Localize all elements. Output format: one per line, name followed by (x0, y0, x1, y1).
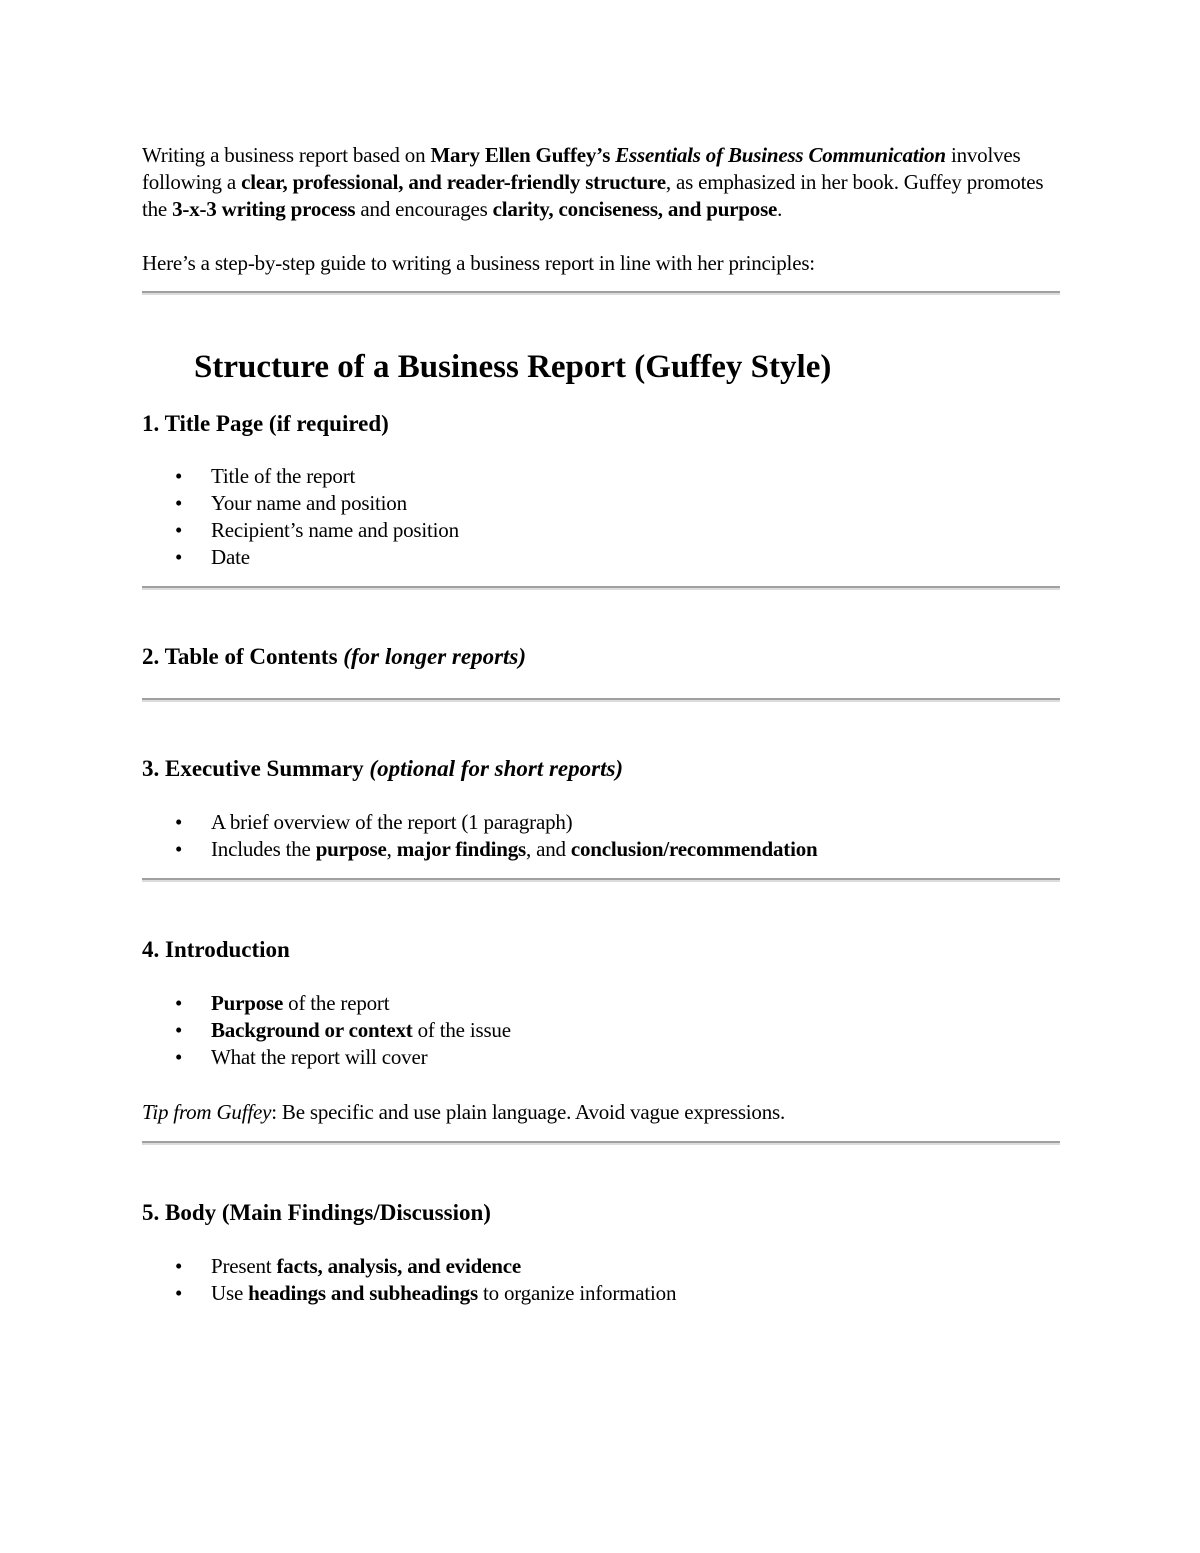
list-item-text: A brief overview of the report (1 paragraph) (211, 810, 573, 834)
intro-paragraph (142, 142, 1060, 223)
bullet-icon: • (175, 464, 183, 488)
list-item (142, 836, 1060, 863)
values-emphasis: clarity, conciseness, and purpose (492, 197, 778, 221)
list-item-text: of the issue (412, 1018, 511, 1042)
horizontal-rule (142, 698, 1060, 702)
section-title-note: (for longer reports) (343, 644, 527, 669)
list-item-text: Title of the report (211, 464, 356, 488)
list-item-text: Includes the (211, 837, 316, 861)
list-item (142, 544, 1060, 571)
list-item-bold: facts, analysis, and evidence (276, 1254, 521, 1278)
list-item-text: Your name and position (211, 491, 407, 515)
section-title-executive-summary (142, 754, 1060, 784)
list-item (142, 1253, 1060, 1280)
intro-text: Writing a business report based on (142, 143, 431, 167)
guide-intro-paragraph: Here’s a step-by-step guide to writing a business report in line with her principles: (142, 251, 815, 275)
bullet-icon: • (175, 518, 183, 542)
horizontal-rule (142, 878, 1060, 882)
executive-summary-list (142, 809, 1060, 863)
bullet-icon: • (175, 837, 183, 861)
introduction-list (142, 990, 1060, 1071)
document-title: Structure of a Business Report (Guffey Style) (194, 349, 832, 385)
bullet-icon: • (175, 545, 183, 569)
list-item-text: of the report (283, 991, 390, 1015)
list-item (142, 517, 1060, 544)
tip-text: : Be specific and use plain language. Avoid vague expressions. (271, 1100, 786, 1124)
list-item-bold: headings and subheadings (248, 1281, 478, 1305)
intro-text: , as emphasized in her book. Guffey promotes the (142, 170, 1044, 221)
list-item-text: What the report will cover (211, 1045, 428, 1069)
tip-label: Tip from Guffey (142, 1100, 272, 1124)
structure-emphasis: clear, professional, and reader-friendly structure (241, 170, 666, 194)
section-title-title-page: 1. Title Page (if required) (142, 411, 389, 436)
section-title-table-of-contents (142, 642, 1060, 672)
intro-text: involves following a (142, 143, 1021, 194)
horizontal-rule (142, 586, 1060, 590)
horizontal-rule (142, 291, 1060, 295)
section-title-text: 2. Table of Contents (142, 644, 344, 669)
intro-text: . (777, 197, 783, 221)
list-item-text: to organize information (477, 1281, 677, 1305)
list-item-bold: conclusion/recommendation (570, 837, 818, 861)
list-item-text: Present (211, 1254, 277, 1278)
body-list (142, 1253, 1060, 1307)
bullet-icon: • (175, 1018, 183, 1042)
list-item (142, 1280, 1060, 1307)
list-item-bold: purpose (315, 837, 387, 861)
list-item (142, 809, 1060, 836)
bullet-icon: • (175, 491, 183, 515)
section-title-introduction: 4. Introduction (142, 937, 290, 962)
list-item-text: Use (211, 1281, 249, 1305)
book-title: Essentials of Business Communication (615, 143, 946, 167)
list-item-bold: Purpose (211, 991, 284, 1015)
list-item-text: , and (526, 837, 571, 861)
bullet-icon: • (175, 810, 183, 834)
list-item (142, 463, 1060, 490)
bullet-icon: • (175, 991, 183, 1015)
list-item (142, 490, 1060, 517)
bullet-icon: • (175, 1281, 183, 1305)
list-item-text: , (386, 837, 397, 861)
list-item (142, 1017, 1060, 1044)
bullet-icon: • (175, 1045, 183, 1069)
guffey-tip (142, 1099, 1060, 1126)
horizontal-rule (142, 1141, 1060, 1145)
bullet-icon: • (175, 1254, 183, 1278)
section-title-body: 5. Body (Main Findings/Discussion) (142, 1200, 491, 1225)
process-emphasis: 3-x-3 writing process (172, 197, 356, 221)
section-title-text: 3. Executive Summary (142, 756, 370, 781)
list-item-bold: major findings (396, 837, 527, 861)
list-item-bold: Background or context (211, 1018, 413, 1042)
list-item-text: Date (211, 545, 250, 569)
section-title-note: (optional for short reports) (369, 756, 624, 781)
intro-text: and encourages (355, 197, 493, 221)
title-page-list (142, 463, 1060, 571)
document-page (142, 142, 1060, 1307)
list-item (142, 1044, 1060, 1071)
list-item-text: Recipient’s name and position (211, 518, 459, 542)
author-name: Mary Ellen Guffey’s (430, 143, 611, 167)
list-item (142, 990, 1060, 1017)
